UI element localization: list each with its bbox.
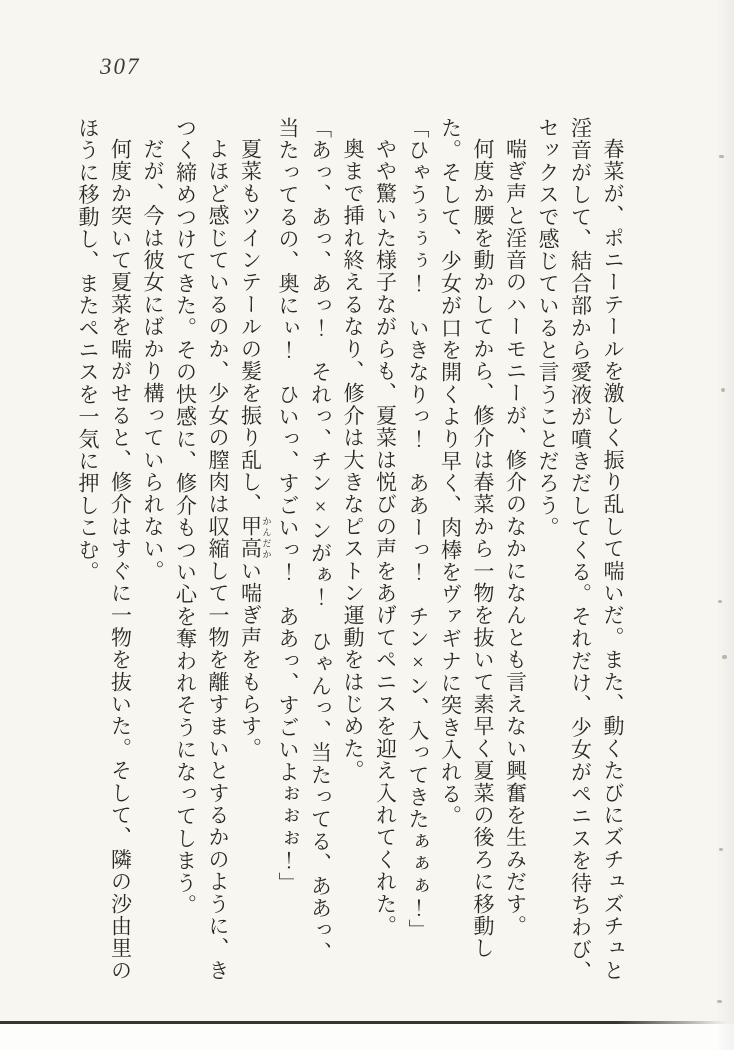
paragraph: 何度か腰を動かしてから、修介は春菜から一物を抜いて素早く夏菜の後ろに移動した。そして、少女が口を開くより早く、肉棒をヴァギナに突き入れる。 (438, 117, 495, 960)
scan-artifact (721, 388, 725, 392)
paragraph: 「あっ、あっ、あっ！ それっ、チン×ンがぁ！ ひゃんっ、当たってる、ああっ、当たってるの、奥にぃ！ ひいっ、すごいっ！ ああっ、すごいよぉぉぉ！」 (276, 117, 333, 964)
page-text (75, 117, 629, 985)
paragraph: 春菜が、ポニーテールを激しく振り乱して喘いだ。また、動くたびにズチュズチュと淫音がして、結合部から愛液が噴きだしてくる。それだけ、少女がペニスを待ちわび、セックスで感じていると言うことだろう。 (536, 117, 625, 983)
ruby-annotated-word: 甲高 かんだか (238, 515, 272, 560)
scan-artifact (719, 848, 723, 851)
scan-artifact (718, 600, 722, 603)
scan-bottom-margin (0, 1024, 734, 1050)
paragraph: 奥まで挿れ終えるなり、修介は大きなピストン運動をはじめた。 (341, 138, 365, 782)
paragraph: よほど感じているのか、少女の膣肉は収縮して一物を離すまいとするかのように、きつく締めつけてきた。その快感に、修介もつい心を奪われそうになってしまう。 (173, 117, 230, 982)
paragraph: 何度か突いて夏菜を喘がせると、修介はすぐに一物を抜いた。そして、隣の沙由里のほうに移動し、またペニスを一気に押しこむ。 (76, 117, 133, 982)
paragraph: やや驚いた様子ながらも、夏菜は悦びの声をあげてペニスを迎え入れてくれた。 (373, 138, 398, 938)
scan-artifact (719, 155, 724, 158)
paragraph: だが、今は彼女にばかり構っていられない。 (141, 138, 165, 582)
paragraph: 夏菜もツインテールの髪を振り乱し、甲高 かんだかい喘ぎ声をもらす。 (238, 138, 272, 760)
scan-artifact (722, 655, 727, 659)
scan-artifact (717, 1000, 722, 1003)
paragraph: 喘ぎ声と淫音のハーモニーが、修介のなかになんとも言えない興奮を生みだす。 (503, 138, 528, 938)
paragraph: 「ひゃうぅぅぅ！ いきなりっ！ ああーっ！ チン×ン、入ってきたぁぁぁ！」 (406, 117, 430, 942)
page-number: 307 (100, 54, 141, 79)
